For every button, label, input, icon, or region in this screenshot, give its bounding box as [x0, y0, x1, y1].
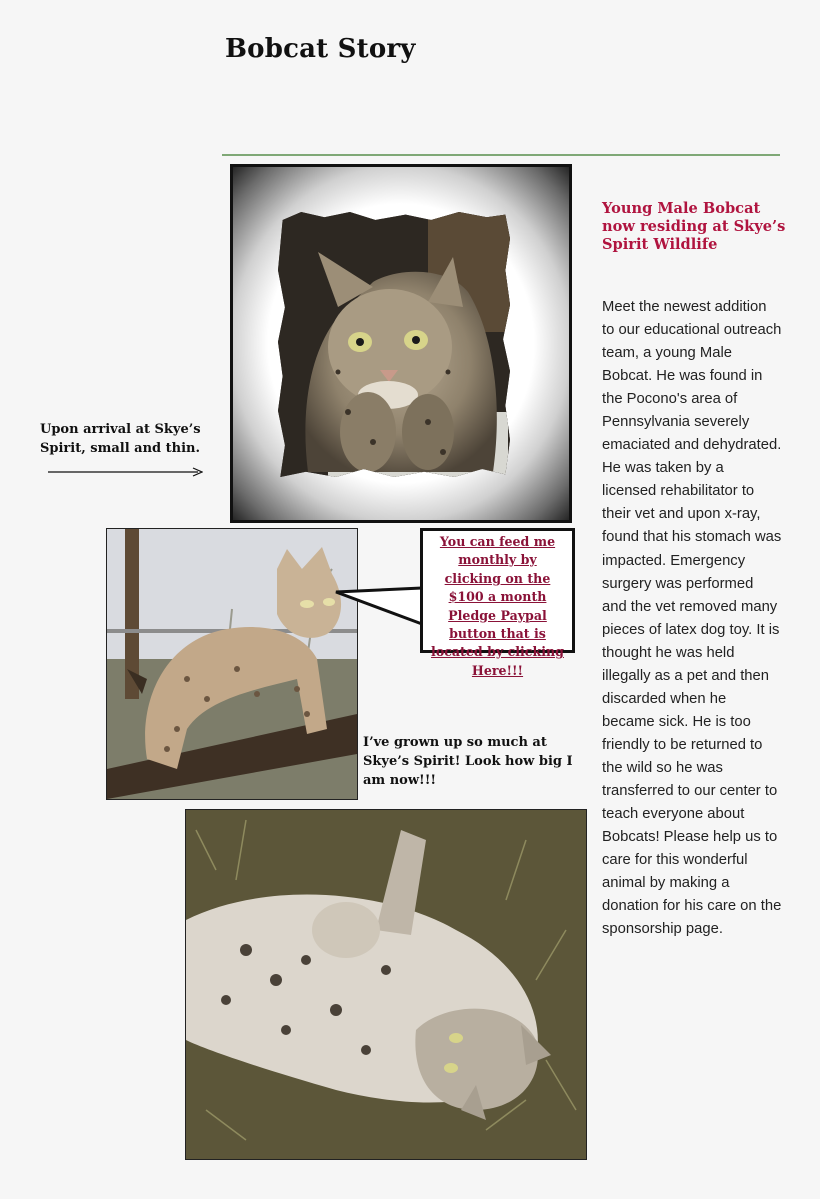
arrival-caption: Upon arrival at Skye’s Spirit, small and thin. — [40, 422, 201, 456]
playful-bobcat-photo — [185, 809, 587, 1160]
sponsor-callout-box[interactable] — [420, 528, 575, 678]
bobcat-story-text: Meet the newest addition to our educational outreach team, a young Male Bobcat. He was found in the Pocono's area of Pennsylvania severely emaciated and dehydrated. He was taken by a licensed rehabilitator to their vet and upon x-ray, found that his stomach was impacted. Emergency surgery was performed and the vet removed many pieces of latex dog toy. It is thought he was held illegally as a pet and then discarded when he became sick. He is too friendly to be returned to the wild so he was transferred to our center to teach everyone about Bobcats! Please help us to care for this wonderful animal by making a donation for his care on the sponsorship page. — [602, 299, 782, 938]
title-divider — [222, 154, 780, 156]
bobcat-subheading: Young Male Bobcat now residing at Skye’s Spirit Wildlife — [602, 200, 786, 253]
arrival-bobcat-photo — [278, 212, 510, 477]
grown-bobcat-photo — [106, 528, 358, 800]
grown-caption: I’ve grown up so much at Skye’s Spirit! Look how big I am now!!! — [363, 735, 573, 788]
arrival-photo-frame — [230, 164, 572, 523]
callout-pointer — [336, 582, 426, 632]
page-title: Bobcat Story — [225, 34, 416, 64]
sponsor-link[interactable]: You can feed me monthly by clicking on the $100 a month Pledge Paypal button that is located by clicking Here!!! — [431, 534, 564, 678]
right-arrow-icon — [48, 465, 203, 479]
